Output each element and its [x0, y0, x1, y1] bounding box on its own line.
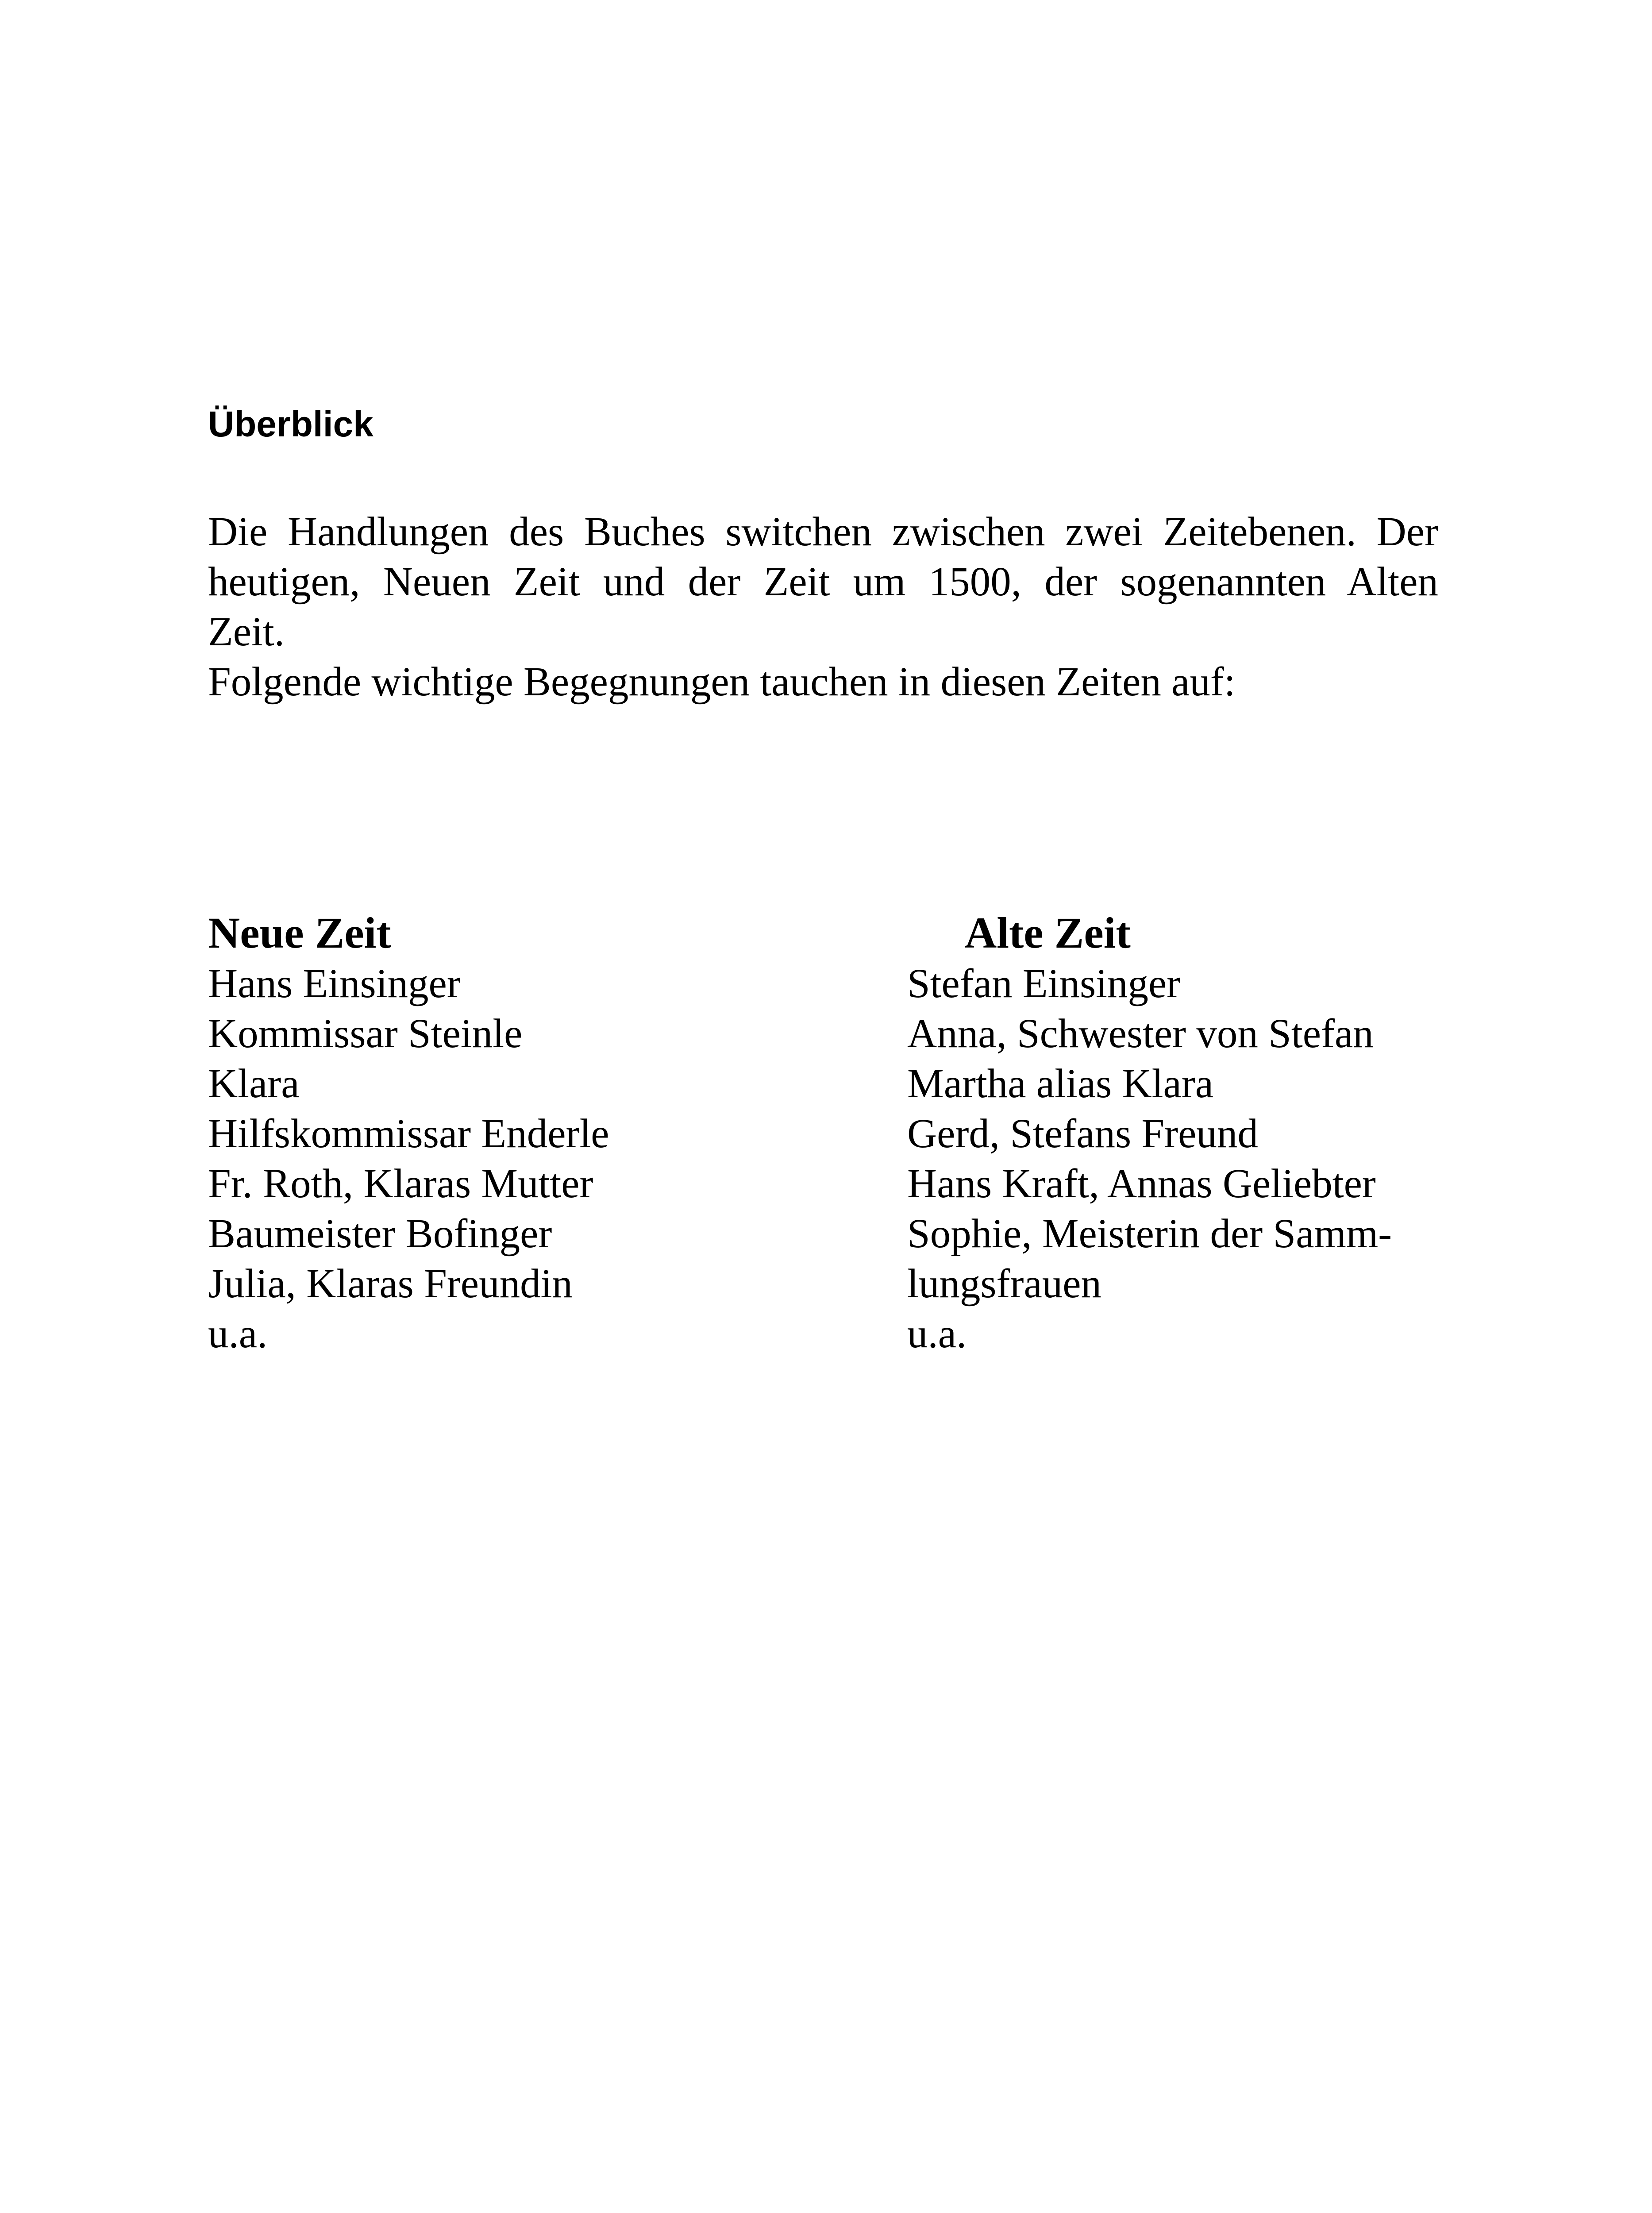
neue-zeit-column: [208, 907, 609, 1359]
alte-zeit-list: [907, 959, 1392, 1359]
character-item: Hans Einsinger: [208, 961, 461, 1006]
intro-line: Zeit.: [208, 609, 285, 655]
character-item: Julia, Klaras Freundin: [208, 1261, 573, 1307]
intro-line: Die Handlungen des Buches switchen zwischen zwei Zeitebenen. Der: [208, 509, 1438, 555]
character-item: Fr. Roth, Klaras Mutter: [208, 1161, 593, 1207]
character-item: Baumeister Bofinger: [208, 1211, 552, 1257]
character-item: Gerd, Stefans Freund: [907, 1111, 1258, 1157]
intro-line: heutigen, Neuen Zeit und der Zeit um 1500, der sogenannten Alten: [208, 559, 1438, 605]
character-item: Martha alias Klara: [907, 1061, 1214, 1106]
character-item: Klara: [208, 1061, 300, 1106]
character-item: lungsfrauen: [907, 1261, 1102, 1307]
character-item: Stefan Einsinger: [907, 961, 1181, 1006]
character-item: u.a.: [907, 1311, 967, 1357]
character-item: Hilfskommissar Enderle: [208, 1111, 609, 1157]
alte-zeit-title: Alte Zeit: [965, 908, 1131, 957]
neue-zeit-title: Neue Zeit: [208, 908, 391, 957]
alte-zeit-column: [907, 907, 1392, 1359]
character-item: Sophie, Meisterin der Samm-: [907, 1211, 1392, 1257]
character-item: Kommissar Steinle: [208, 1011, 523, 1056]
character-item: Hans Kraft, Annas Geliebter: [907, 1161, 1376, 1207]
character-item: u.a.: [208, 1311, 268, 1357]
intro-line: Folgende wichtige Begegnungen tauchen in diesen Zeiten auf:: [208, 659, 1236, 705]
page-heading: Überblick: [208, 404, 374, 444]
neue-zeit-list: [208, 959, 609, 1359]
intro-paragraph: [208, 507, 1438, 707]
character-item: Anna, Schwester von Stefan: [907, 1011, 1374, 1056]
